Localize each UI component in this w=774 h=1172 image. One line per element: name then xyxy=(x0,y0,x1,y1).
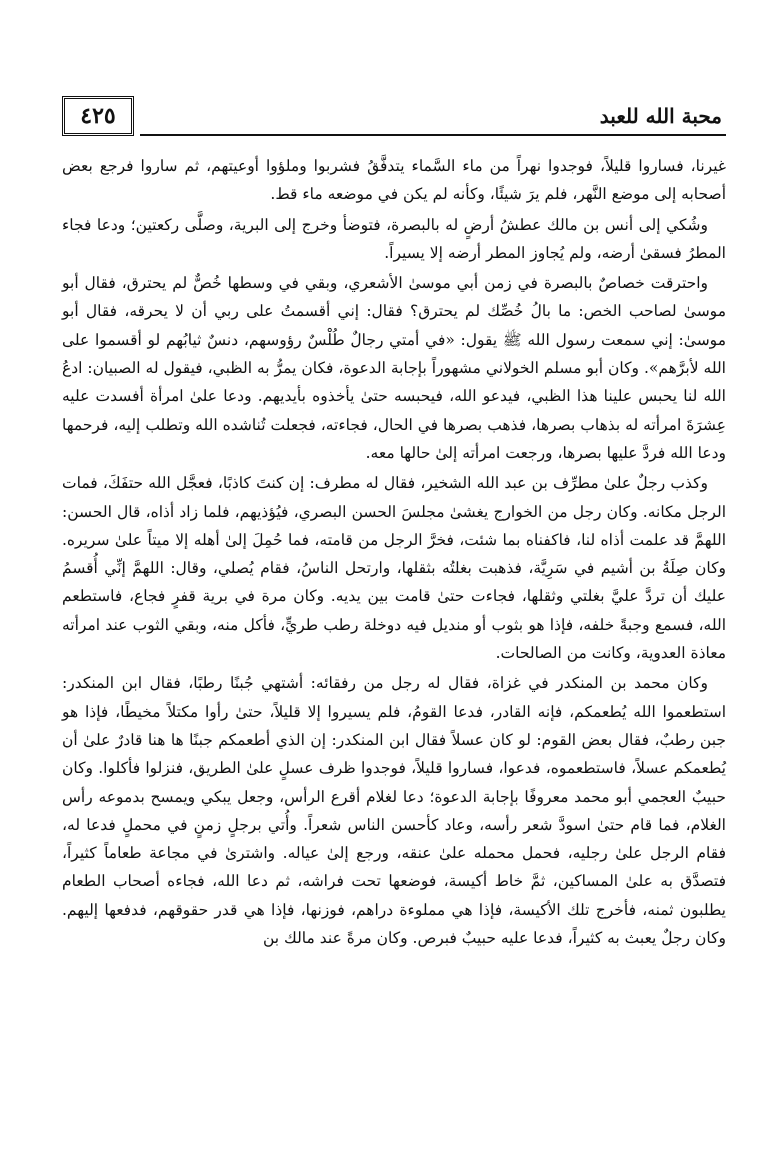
paragraph: واحترقت خصاصٌ بالبصرة في زمن أبي موسىٰ الأشعري، وبقي في وسطها خُصٌّ لم يحترق، فقال أبو موسىٰ لصاحب الخص: ما بالُ خُصِّك لم يحترق؟ فقال: إني أقسمتُ على ربي أن لا يحرقه، فقال أبو موسىٰ: إني سمعت رسول الله ﷺ يقول: «في أمتي رجالٌ طُلْسٌ رؤوسهم، دنسٌ ثيابُهم لو أقسموا على الله لأبرَّهم». وكان أبو مسلم الخولاني مشهوراً بإجابة الدعوة، فكان يمرُّ به الظبي، فيقول له الصبيان: ادعُ الله لنا يحبس علينا هذا الظبي، فيدعو الله، فيحبسه حتىٰ يأخذوه بأيديهم. ودعا علىٰ امرأة أفسدت عليه عِشرَةَ امرأته له بذهاب بصرها، فذهب بصرها في الحال، فجاءته، فجعلت تُناشده الله وتطلب إليه، فرحمها ودعا الله فردَّ عليها بصرها، ورجعت امرأته إلىٰ حالها معه. xyxy=(62,274,726,462)
running-title: محبة الله للعبد xyxy=(599,104,722,128)
paragraph: وشُكي إلى أنس بن مالك عطشُ أرضٍ له بالبصرة، فتوضأ وخرج إلى البرية، وصلَّى ركعتين؛ ودعا فجاء المطرُ فسقىٰ أرضه، ولم يُجاوز المطر أرضه إلا يسيراً. xyxy=(62,215,726,262)
page-number: ٤٢٥ xyxy=(62,96,134,136)
header-rule xyxy=(140,134,726,136)
page-header xyxy=(62,96,726,146)
paragraph: وكان محمد بن المنكدر في غزاة، فقال له رجل من رفقائه: أشتهي جُبنًا رطبًا، فقال ابن المنكدر: استطعموا الله يُطعمكم، فإنه القادر، فدعا القومُ، فلم يسيروا إلا قليلاً، حتىٰ رأوا مكتلاً مخيطًا، فإذا هو جبن رطبٌ، فقال بعض القوم: لو كان عسلاً فقال ابن المنكدر: إن الذي أطعمكم جبنًا ها هنا قادرٌ علىٰ أن يُطعمكم عسلاً، فاستطعموه، فدعوا، فساروا قليلاً، فوجدوا ظرف عسلٍ علىٰ الطريق، فنزلوا فأكلوا. وكان حبيبٌ العجمي أبو محمد معروفًا بإجابة الدعوة؛ دعا لغلام أقرع الرأس، وجعل يبكي ويمسح بدموعه رأس الغلام، فما قام حتىٰ اسودَّ شعر رأسه، وعاد كأحسن الناس شعراً. وأُتي برجلٍ زمنٍ في محملٍ فدعا له، فقام الرجل علىٰ رجليه، فحمل محمله علىٰ عنقه، ورجع إلىٰ عياله. واشترىٰ في مجاعة طعاماً كثيراً، فتصدَّق به علىٰ المساكين، ثمَّ خاط أكيسة، فوضعها تحت فراشه، ثم دعا الله، فجاءه أصحاب الطعام يطلبون ثمنه، فأخرج تلك الأكيسة، فإذا هي مملوءة دراهم، فوزنها، فإذا هي قدر حقوقهم، فدفعها إليهم. وكان رجلٌ يعبث به كثيراً، فدعا عليه حبيبٌ فبرص. وكان مرةً عند مالك بن xyxy=(62,674,726,948)
book-page xyxy=(62,96,726,1136)
paragraph: غيرنا، فساروا قليلاً، فوجدوا نهراً من ماء السَّماء يتدفَّقُ فشربوا وملؤوا أوعيتهم، ثم ساروا فرجع بعض أصحابه إلى موضع النَّهر، فلم يرَ شيئًا، وكأنه لم يكن في موضعه ماء قط. xyxy=(62,157,726,204)
body-text xyxy=(62,152,726,952)
paragraph: وكذب رجلٌ علىٰ مطرِّف بن عبد الله الشخير، فقال له مطرف: إن كنتَ كاذبًا، فعجَّل الله حتفَكَ، فمات الرجل مكانه. وكان رجل من الخوارج يغشىٰ مجلسَ الحسن البصري، فيُؤذيهم، فلما زاد أذاه، قال الحسن: اللهمَّ قد علمت أذاه لنا، فاكفناه بما شئت، فخرَّ الرجل من قامته، فما حُمِلَ إلىٰ أهله إلا ميتاً علىٰ سريره. وكان صِلَةُ بن أشيم في سَرِيَّة، فذهبت بغلتُه بثقلها، وارتحل الناسُ، فقام يُصلي، وقال: اللهمَّ إنِّي أُقسمُ عليك أن تردَّ عليَّ بغلتي وثقلها، فجاءت حتىٰ قامت بين يديه. وكان مرة في برية قفرٍ فجاع، فاستطعم الله، فسمع وجبةً خلفه، فإذا هو بثوب أو منديل فيه دوخلة رطب طريٍّ، فأكل منه، وبقي الثوب عند امرأته معاذة العدوية، وكانت من الصالحات. xyxy=(62,474,726,663)
